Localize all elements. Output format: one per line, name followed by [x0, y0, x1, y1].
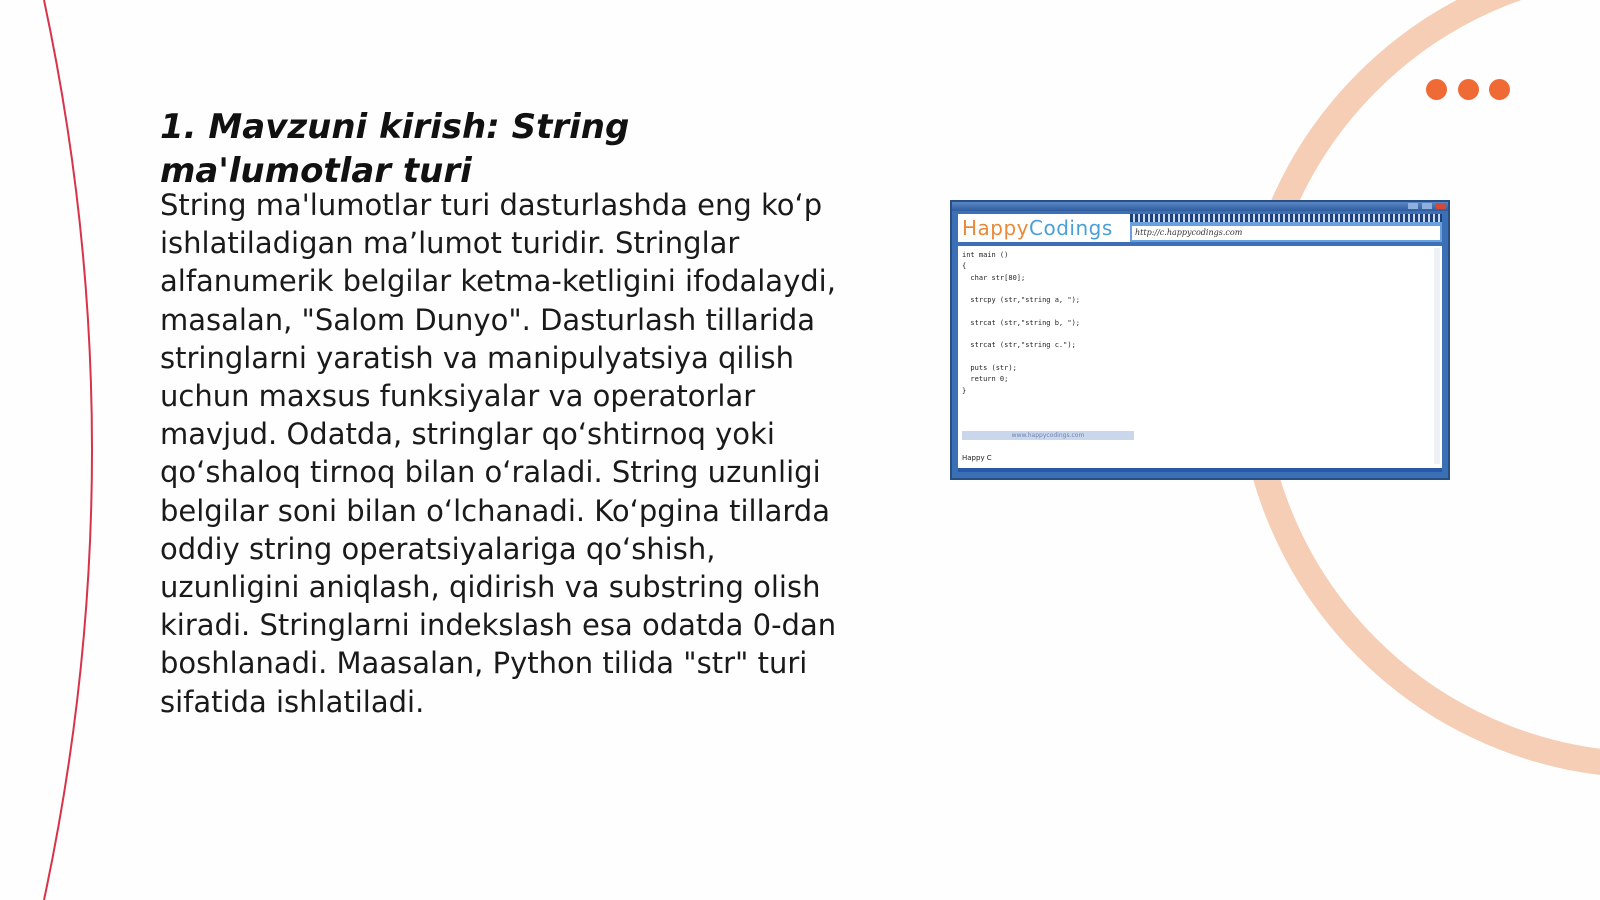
logo-text-part1: Happy [962, 216, 1030, 240]
happy-codings-logo [958, 214, 1130, 242]
dots-indicator [1426, 79, 1510, 101]
window-content [958, 246, 1442, 468]
code-block: int main () { char str[80]; strcpy (str,"string a, "); strcat (str,"string b, "); strcat (str,"string c."); puts (str); return 0; } [962, 251, 1081, 395]
dot-3 [1489, 79, 1510, 100]
close-icon [1436, 203, 1446, 209]
dot-2 [1458, 79, 1479, 100]
dot-1 [1426, 79, 1447, 100]
header-pattern [1130, 214, 1442, 222]
slide-title: 1. Mavzuni kirish: String ma'lumotlar turi [160, 107, 630, 191]
url-bar: http://c.happycodings.com [1132, 226, 1440, 240]
code-screenshot-image [950, 200, 1450, 480]
minimize-icon [1408, 203, 1418, 209]
window-header [958, 214, 1442, 242]
window-titlebar [952, 202, 1448, 211]
left-accent-line [44, 0, 92, 900]
footer-link: www.happycodings.com [962, 431, 1134, 440]
logo-text-part2: Codings [1029, 216, 1113, 240]
slide-body-text: String ma'lumotlar turi dasturlashda eng ko‘p ishlatiladigan ma’lumot turidir. Stringlar alfanumerik belgilar ketma-ketligini ifodalaydi, masalan, "Salom Dunyo". Dasturlash tillarida stringlarni yaratish va manipulyatsiya qilish uchun maxsus funksiyalar va operatorlar mavjud. Odatda, stringlar qo‘shtirnoq yoki qo‘shaloq tirnoq bilan o‘raladi. String uzunligi belgilar soni bilan o‘lchanadi. Ko‘pgina tillarda oddiy string operatsiyalariga qo‘shish, uzunligini aniqlash, qidirish va substring olish kiradi. Stringlarni indekslash esa odatda 0-dan boshlanadi. Maasalan, Python tilida "str" turi sifatida ishlatiladi. [160, 188, 837, 719]
maximize-icon [1422, 203, 1432, 209]
window-bottom-bar [958, 468, 1442, 472]
footer-text: Happy C [962, 454, 992, 462]
scrollbar [1434, 248, 1440, 464]
